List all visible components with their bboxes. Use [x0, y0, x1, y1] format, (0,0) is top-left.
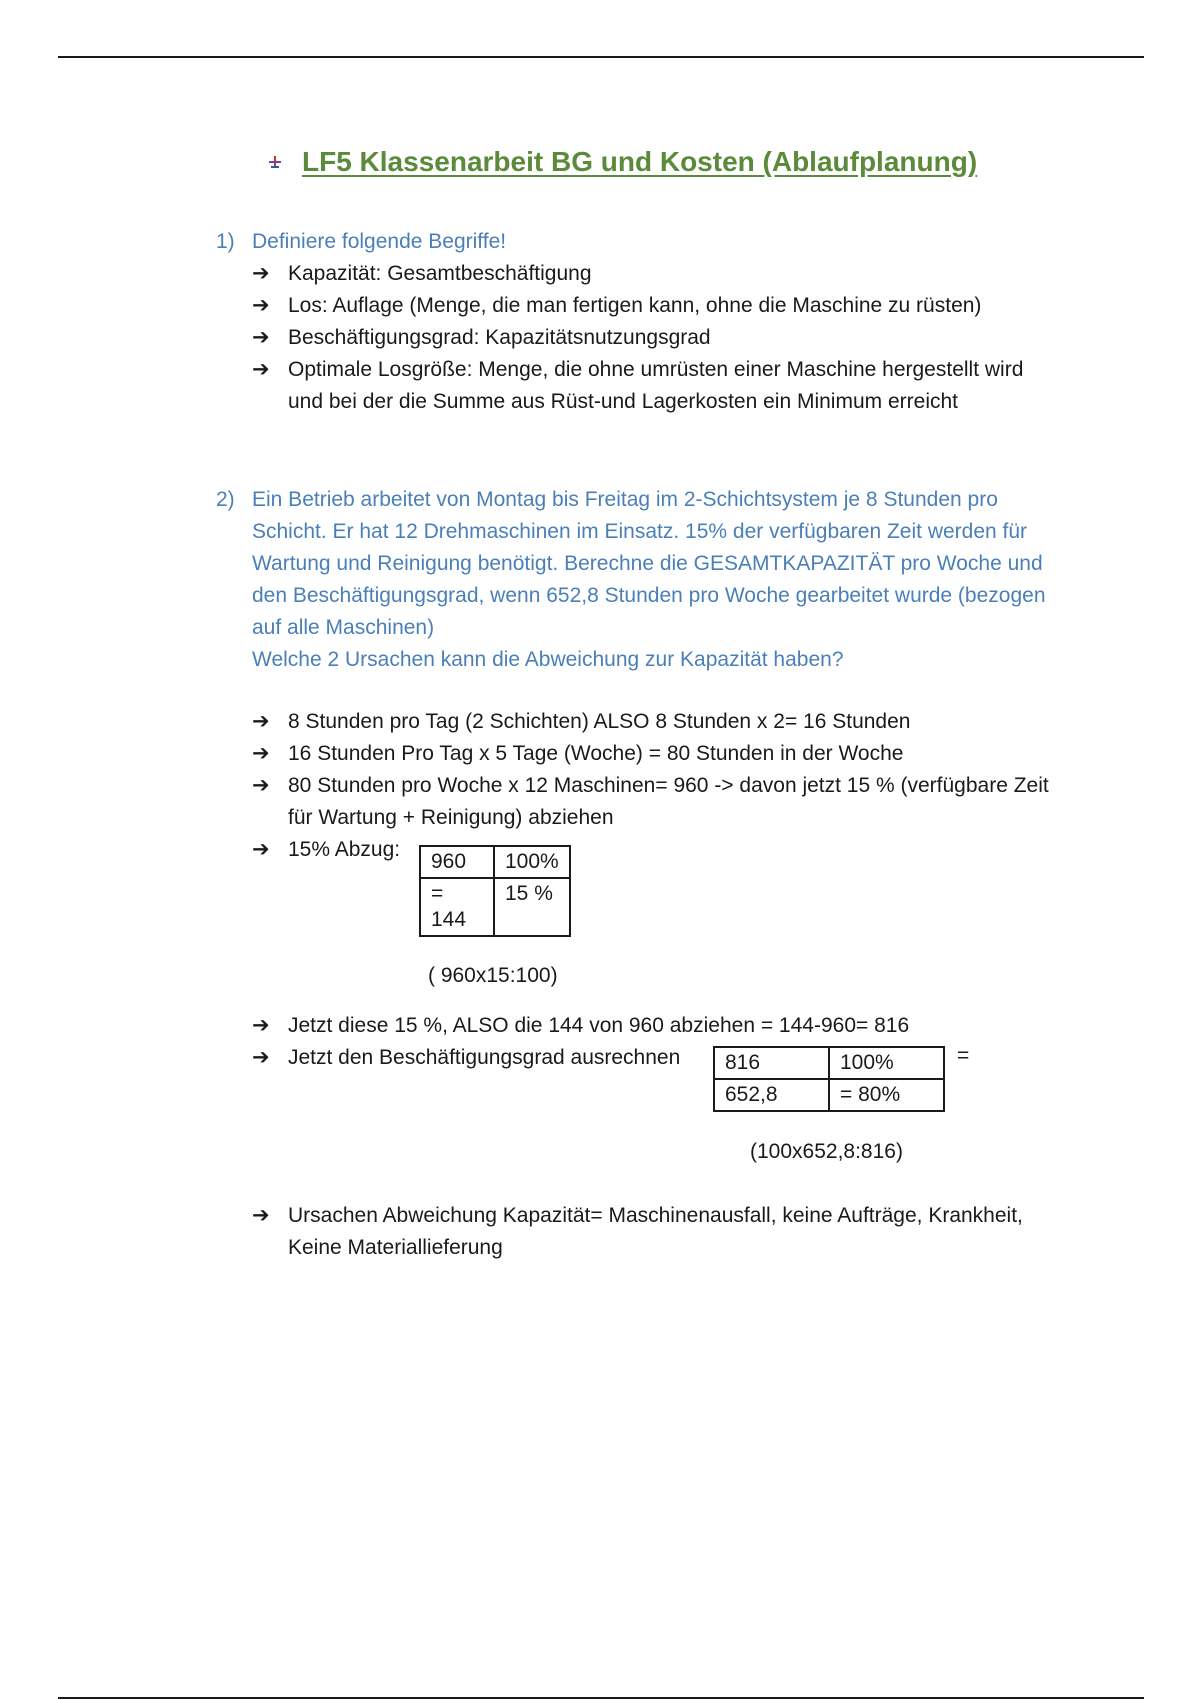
arrow-icon: ➔: [252, 710, 270, 733]
calc-table-2: 816 100% 652,8 = 80%: [713, 1046, 945, 1112]
bullet-icon: [268, 144, 282, 158]
calc-note-1: ( 960x15:100): [428, 964, 558, 987]
question-2-followup: Welche 2 Ursachen kann die Abweichung zur Kapazität haben?: [252, 648, 844, 671]
arrow-icon: ➔: [252, 1204, 270, 1227]
question-number: 1): [216, 230, 235, 253]
question-number: 2): [216, 488, 235, 511]
arrow-icon: ➔: [252, 838, 270, 861]
arrow-icon: ➔: [252, 742, 270, 765]
calc-table-1: 960 100% = 144 15 %: [419, 845, 571, 937]
arrow-icon: ➔: [252, 294, 270, 317]
page-title: LF5 Klassenarbeit BG und Kosten (Ablaufplanung): [268, 146, 977, 178]
footer-rule: [58, 1697, 1144, 1699]
arrow-icon: ➔: [252, 358, 270, 381]
question-1: [216, 226, 1016, 258]
question-text: Ein Betrieb arbeitet von Montag bis Freitag im 2-Schichtsystem je 8 Stunden pro Schicht. Er hat 12 Drehmaschinen im Einsatz. 15% der verfügbaren Zeit werden für Wartung und Reinigung benötigt. Berechne die GESAMTKAPAZITÄT pro Woche und den Beschäftigungsgrad, wenn 652,8 Stunden pro Woche gearbeitet wurde (bezogen auf alle Maschinen): [252, 488, 1046, 639]
header-rule: [58, 56, 1144, 58]
arrow-icon: ➔: [252, 262, 270, 285]
question-text: Definiere folgende Begriffe!: [252, 230, 507, 253]
arrow-icon: ➔: [252, 1014, 270, 1037]
arrow-icon: ➔: [252, 326, 270, 349]
arrow-icon: ➔: [252, 774, 270, 797]
calc-note-2: (100x652,8:816): [750, 1140, 903, 1163]
equals-sign: =: [957, 1044, 970, 1067]
arrow-icon: ➔: [252, 1046, 270, 1069]
